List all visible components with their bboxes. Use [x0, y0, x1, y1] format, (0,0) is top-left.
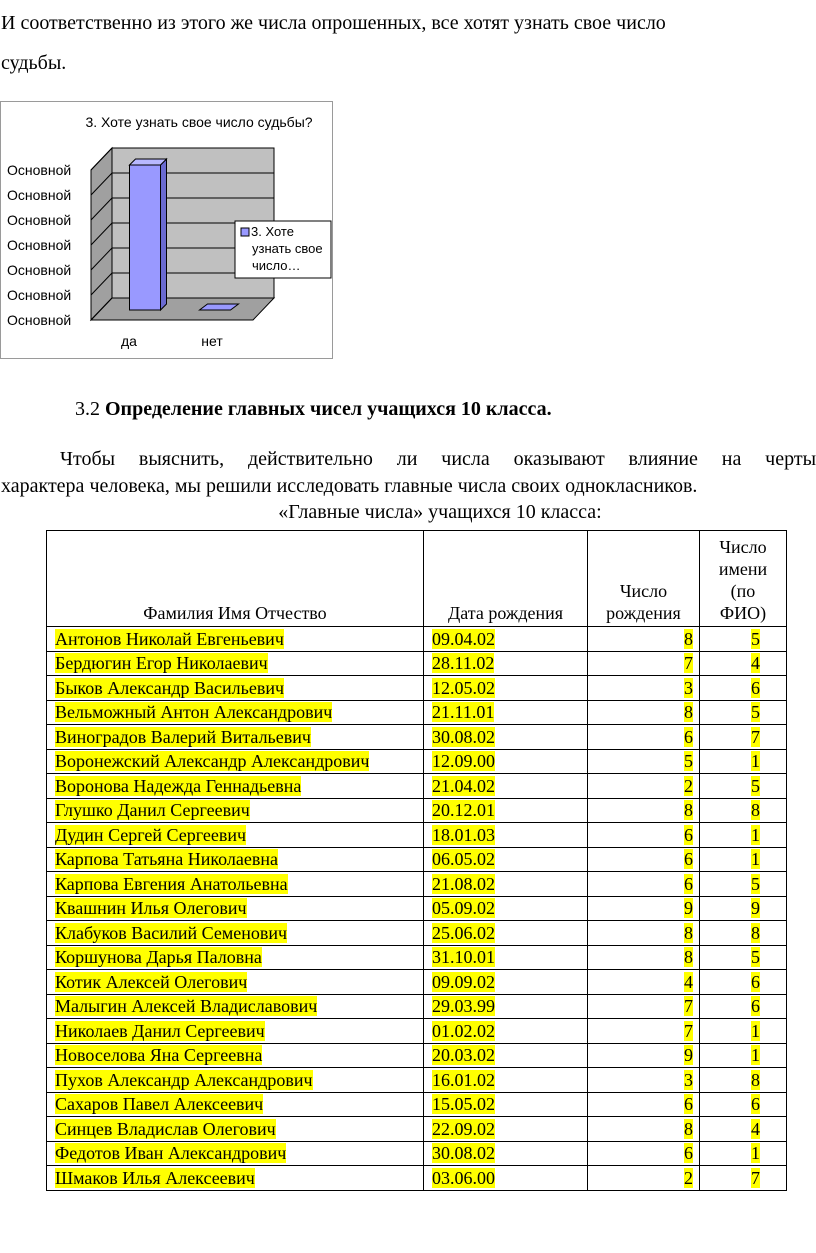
- table-row: [47, 676, 787, 701]
- cell-birth-date: 09.09.02: [424, 970, 588, 995]
- cell-name: Дудин Сергей Сергеевич: [47, 823, 424, 848]
- header-name-number: Число имени (по ФИО): [700, 531, 787, 627]
- cell-name: Коршунова Дарья Паловна: [47, 945, 424, 970]
- section-title: Определение главных чисел учащихся 10 класса.: [105, 398, 552, 420]
- cell-name-number: 6: [700, 1092, 787, 1117]
- table-row: [47, 1166, 787, 1191]
- table-row: [47, 823, 787, 848]
- chart-title: 3. Хоте узнать свое число судьбы?: [85, 114, 313, 130]
- cell-birth-number: 7: [588, 651, 700, 676]
- intro-line-2: судьбы.: [1, 52, 67, 74]
- cell-name-number: 6: [700, 970, 787, 995]
- cell-birth-number: 8: [588, 921, 700, 946]
- legend-label: узнать свое: [252, 241, 323, 256]
- bar-side: [161, 159, 167, 310]
- bar-top: [130, 159, 167, 165]
- cell-birth-date: 01.02.02: [424, 1019, 588, 1044]
- cell-name: Воронова Надежда Геннадьевна: [47, 774, 424, 799]
- cell-name-number: 1: [700, 823, 787, 848]
- bar-chart: [1, 102, 334, 360]
- header-birth-date: Дата рождения: [424, 531, 588, 627]
- table-row: [47, 847, 787, 872]
- table-row: [47, 872, 787, 897]
- header-birth-number: Число рождения: [588, 531, 700, 627]
- table-row: [47, 1117, 787, 1142]
- cell-name-number: 8: [700, 798, 787, 823]
- cell-birth-number: 5: [588, 749, 700, 774]
- bar: [130, 165, 161, 310]
- cell-name: Воронежский Александр Александрович: [47, 749, 424, 774]
- cell-name-number: 5: [700, 774, 787, 799]
- cell-birth-date: 16.01.02: [424, 1068, 588, 1093]
- cell-name: Синцев Владислав Олегович: [47, 1117, 424, 1142]
- cell-name: Пухов Александр Александрович: [47, 1068, 424, 1093]
- table-row: [47, 1043, 787, 1068]
- cell-name: Глушко Данил Сергеевич: [47, 798, 424, 823]
- cell-name: Карпова Евгения Анатольевна: [47, 872, 424, 897]
- cell-name: Котик Алексей Олегович: [47, 970, 424, 995]
- x-tick-label: да: [121, 333, 137, 349]
- table-row: [47, 700, 787, 725]
- section-heading: [75, 398, 552, 421]
- cell-name: Квашнин Илья Олегович: [47, 896, 424, 921]
- cell-name: Федотов Иван Александрович: [47, 1141, 424, 1166]
- legend-label: число…: [252, 258, 301, 273]
- y-tick-label: Основной: [7, 212, 72, 228]
- cell-name-number: 6: [700, 994, 787, 1019]
- cell-name: Карпова Татьяна Николаевна: [47, 847, 424, 872]
- cell-birth-number: 2: [588, 774, 700, 799]
- cell-name-number: 1: [700, 1019, 787, 1044]
- cell-name-number: 5: [700, 945, 787, 970]
- table-row: [47, 1019, 787, 1044]
- table-row: [47, 945, 787, 970]
- cell-name: Антонов Николай Евгеньевич: [47, 627, 424, 652]
- cell-name-number: 9: [700, 896, 787, 921]
- cell-birth-number: 6: [588, 1141, 700, 1166]
- cell-birth-date: 22.09.02: [424, 1117, 588, 1142]
- cell-name-number: 4: [700, 1117, 787, 1142]
- cell-birth-date: 05.09.02: [424, 896, 588, 921]
- legend-label: 3. Хоте: [251, 224, 294, 239]
- cell-name-number: 6: [700, 676, 787, 701]
- cell-birth-date: 03.06.00: [424, 1166, 588, 1191]
- table-row: [47, 1141, 787, 1166]
- cell-birth-date: 30.08.02: [424, 1141, 588, 1166]
- cell-birth-number: 9: [588, 896, 700, 921]
- cell-birth-number: 6: [588, 1092, 700, 1117]
- cell-birth-date: 30.08.02: [424, 725, 588, 750]
- y-tick-label: Основной: [7, 237, 72, 253]
- cell-birth-date: 18.01.03: [424, 823, 588, 848]
- table-row: [47, 994, 787, 1019]
- cell-birth-number: 8: [588, 700, 700, 725]
- cell-birth-number: 3: [588, 676, 700, 701]
- cell-name-number: 1: [700, 1043, 787, 1068]
- y-tick-label: Основной: [7, 312, 72, 328]
- cell-birth-date: 12.05.02: [424, 676, 588, 701]
- cell-birth-number: 6: [588, 872, 700, 897]
- cell-name: Николаев Данил Сергеевич: [47, 1019, 424, 1044]
- cell-birth-number: 4: [588, 970, 700, 995]
- cell-birth-date: 20.12.01: [424, 798, 588, 823]
- cell-name-number: 5: [700, 627, 787, 652]
- table-row: [47, 921, 787, 946]
- cell-birth-date: 15.05.02: [424, 1092, 588, 1117]
- cell-birth-number: 8: [588, 627, 700, 652]
- cell-birth-date: 21.11.01: [424, 700, 588, 725]
- cell-birth-number: 9: [588, 1043, 700, 1068]
- cell-birth-number: 8: [588, 1117, 700, 1142]
- table-row: [47, 749, 787, 774]
- cell-birth-number: 6: [588, 725, 700, 750]
- cell-name-number: 1: [700, 847, 787, 872]
- cell-birth-date: 09.04.02: [424, 627, 588, 652]
- cell-name: Виноградов Валерий Витальевич: [47, 725, 424, 750]
- main-numbers-table: [46, 530, 787, 1191]
- cell-birth-date: 25.06.02: [424, 921, 588, 946]
- cell-name: Вельможный Антон Александрович: [47, 700, 424, 725]
- table-row: [47, 627, 787, 652]
- y-tick-label: Основной: [7, 162, 72, 178]
- cell-birth-number: 7: [588, 1019, 700, 1044]
- chart-floor: [91, 298, 274, 320]
- y-tick-label: Основной: [7, 262, 72, 278]
- cell-birth-date: 20.03.02: [424, 1043, 588, 1068]
- table-row: [47, 896, 787, 921]
- paragraph-line-1: Чтобы выяснить, действительно ли числа оказывают влияние на черты: [60, 448, 816, 470]
- cell-birth-date: 29.03.99: [424, 994, 588, 1019]
- cell-name: Малыгин Алексей Владиславович: [47, 994, 424, 1019]
- cell-birth-date: 06.05.02: [424, 847, 588, 872]
- paragraph-line-2: характера человека, мы решили исследовать главные числа своих однокласников.: [1, 475, 698, 497]
- cell-name: Клабуков Василий Семенович: [47, 921, 424, 946]
- cell-birth-number: 8: [588, 798, 700, 823]
- table-row: [47, 1068, 787, 1093]
- cell-birth-date: 12.09.00: [424, 749, 588, 774]
- cell-name-number: 8: [700, 921, 787, 946]
- cell-name-number: 1: [700, 749, 787, 774]
- header-name: Фамилия Имя Отчество: [47, 531, 424, 627]
- y-tick-label: Основной: [7, 287, 72, 303]
- cell-name-number: 7: [700, 1166, 787, 1191]
- cell-name: Сахаров Павел Алексеевич: [47, 1092, 424, 1117]
- table-row: [47, 970, 787, 995]
- cell-name-number: 1: [700, 1141, 787, 1166]
- y-tick-label: Основной: [7, 187, 72, 203]
- cell-birth-number: 7: [588, 994, 700, 1019]
- cell-birth-number: 6: [588, 847, 700, 872]
- table-caption: «Главные числа» учащихся 10 класса:: [278, 501, 602, 523]
- intro-text: [1, 0, 811, 86]
- table-row: [47, 651, 787, 676]
- intro-line-1: И соответственно из этого же числа опрошенных, все хотят узнать свое число: [1, 12, 666, 34]
- cell-birth-date: 31.10.01: [424, 945, 588, 970]
- table-row: [47, 725, 787, 750]
- cell-birth-date: 21.04.02: [424, 774, 588, 799]
- cell-birth-number: 2: [588, 1166, 700, 1191]
- cell-name: Быков Александр Васильевич: [47, 676, 424, 701]
- table-row: [47, 798, 787, 823]
- table-header-row: [47, 531, 787, 627]
- cell-name: Бердюгин Егор Николаевич: [47, 651, 424, 676]
- cell-name-number: 5: [700, 700, 787, 725]
- cell-birth-date: 21.08.02: [424, 872, 588, 897]
- legend-swatch: [241, 228, 249, 236]
- table-row: [47, 774, 787, 799]
- cell-birth-number: 3: [588, 1068, 700, 1093]
- cell-birth-number: 8: [588, 945, 700, 970]
- table-row: [47, 1092, 787, 1117]
- section-number: 3.2: [75, 398, 100, 420]
- cell-name-number: 8: [700, 1068, 787, 1093]
- cell-name-number: 7: [700, 725, 787, 750]
- cell-birth-number: 6: [588, 823, 700, 848]
- cell-name-number: 5: [700, 872, 787, 897]
- cell-name: Шмаков Илья Алексеевич: [47, 1166, 424, 1191]
- x-tick-label: нет: [201, 333, 223, 349]
- chart-box: [0, 101, 333, 359]
- cell-name-number: 4: [700, 651, 787, 676]
- cell-birth-date: 28.11.02: [424, 651, 588, 676]
- cell-name: Новоселова Яна Сергеевна: [47, 1043, 424, 1068]
